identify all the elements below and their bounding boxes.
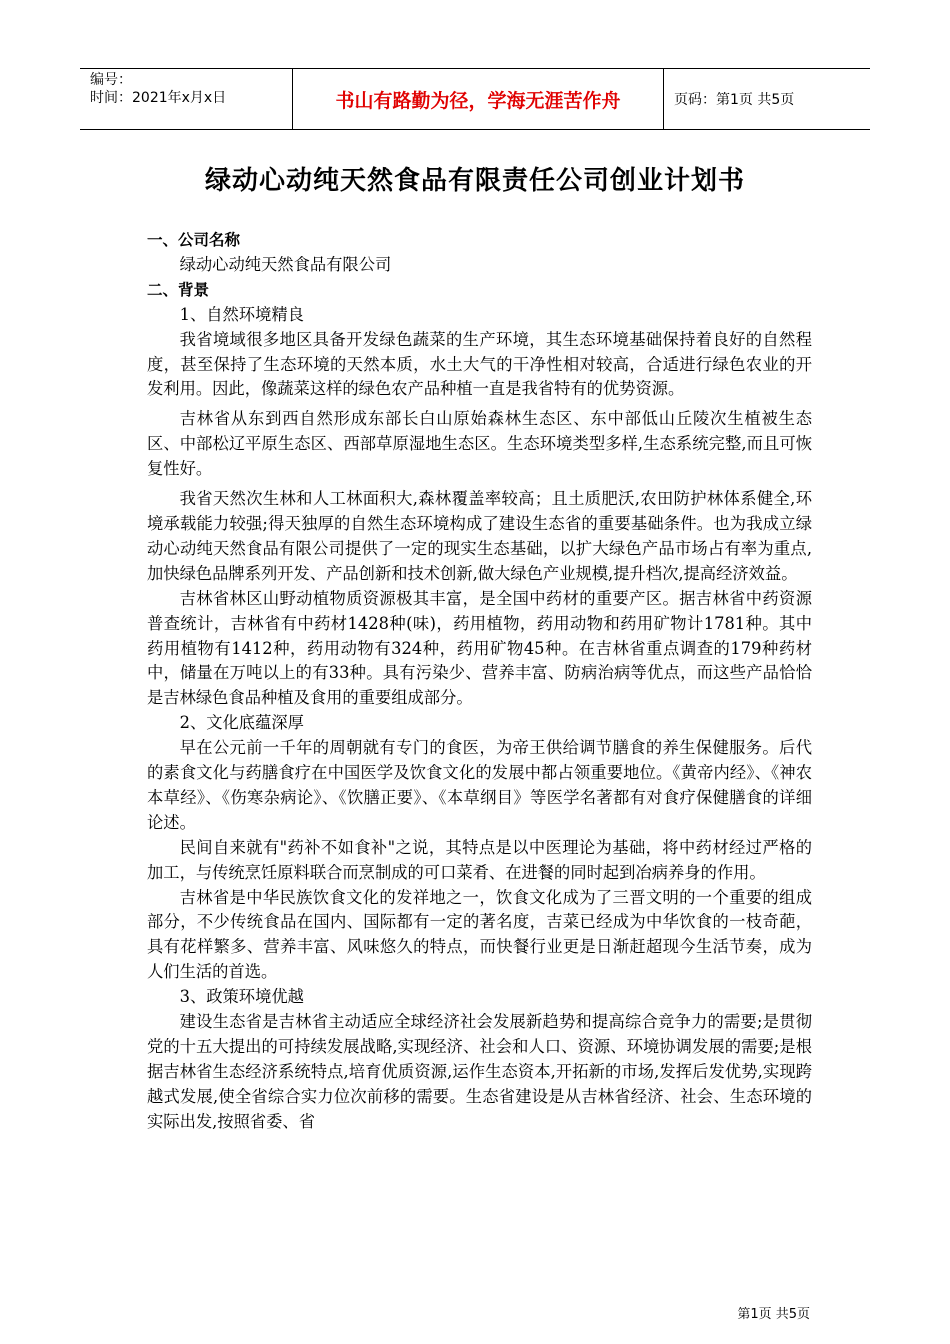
paragraph: 我省天然次生林和人工林面积大,森林覆盖率较高；且土质肥沃,农田防护林体系健全,环境承载能力较强;得天独厚的自然生态环境构成了建设生态省的重要基础条件。也为我成立绿动心动纯天然食品有限公司提供了一定的现实生态基础，以扩大绿色产品市场占有率为重点,加快绿色品牌系列开发、产品创新和技术创新,做大绿色产业规模,提升档次,提高经济效益。 <box>147 489 812 583</box>
page-header <box>80 68 870 130</box>
subheading-natural-environment: 1、自然环境精良 <box>179 304 304 324</box>
date-label: 时间：2021年x月x日 <box>90 90 227 106</box>
paragraph: 吉林省是中华民族饮食文化的发祥地之一，饮食文化成为了三晋文明的一个重要的组成部分，不少传统食品在国内、国际都有一定的著名度，吉菜已经成为中华饮食的一枝奇葩，具有花样繁多、营养丰富、风味悠久的特点，而快餐行业更是日渐赶超现今生活节奏，成为人们生活的首选。 <box>147 887 812 982</box>
subheading-culture: 2、文化底蕴深厚 <box>179 713 304 733</box>
number-label: 编号： <box>90 72 132 88</box>
paragraph: 吉林省林区山野动植物质资源极其丰富，是全国中药材的重要产区。据吉林省中药资源普查统计，吉林省有中药材1428种(味)，药用植物，药用动物和药用矿物计1781种。其中药用植物有1412种，药用动物有324种，药用矿物45种。在吉林省重点调查的179种药材中，储量在万吨以上的有33种。具有污染少、营养丰富、防病治病等优点，而这些产品恰恰是吉林绿色食品种植及食用的重要组成部分。 <box>147 588 812 708</box>
header-motto: 书山有路勤为径，学海无涯苦作舟 <box>293 69 664 129</box>
paragraph: 我省境域很多地区具备开发绿色蔬菜的生产环境，其生态环境基础保持着良好的自然程度，甚至保持了生态环境的天然本质，水土大气的干净性相对较高，合适进行绿色农业的开发利用。因此，像蔬菜这样的绿色农产品种植一直是我省特有的优势资源。 <box>147 329 812 399</box>
paragraph: 早在公元前一千年的周朝就有专门的食医，为帝王供给调节膳食的养生保健服务。后代的素食文化与药膳食疗在中国医学及饮食文化的发展中都占领重要地位。《黄帝内经》、《神农本草经》、《伤寒杂病论》、《饮膳正要》、《本草纲目》等医学名著都有对食疗保健膳食的详细论述。 <box>147 738 812 832</box>
document-body <box>147 228 812 1135</box>
paragraph: 吉林省从东到西自然形成东部长白山原始森林生态区、东中部低山丘陵次生植被生态区、中部松辽平原生态区、西部草原湿地生态区。生态环境类型多样,生态系统完整,而且可恢复性好。 <box>147 409 812 479</box>
section-heading-background: 二、背景 <box>147 280 210 299</box>
company-name-text: 绿动心动纯天然食品有限公司 <box>179 254 392 274</box>
paragraph: 建设生态省是吉林省主动适应全球经济社会发展新趋势和提高综合竞争力的需要;是贯彻党的十五大提出的可持续发展战略,实现经济、社会和人口、资源、环境协调发展的需要;是根据吉林省生态经济系统特点,培育优质资源,运作生态资本,开拓新的市场,发挥后发优势,实现跨越式发展,使全省综合实力位次前移的需要。生态省建设是从吉林省经济、社会、生态环境的实际出发,按照省委、省 <box>147 1012 812 1131</box>
document-title: 绿动心动纯天然食品有限责任公司创业计划书 <box>204 166 745 196</box>
page-footer: 第1页 共5页 <box>737 1307 810 1322</box>
header-page-label: 页码：第1页 共5页 <box>674 92 795 108</box>
header-meta <box>80 69 293 129</box>
section-heading-company-name: 一、公司名称 <box>147 231 241 249</box>
subheading-policy: 3、政策环境优越 <box>179 987 304 1007</box>
paragraph: 民间自来就有"药补不如食补"之说，其特点是以中医理论为基础，将中药材经过严格的加工，与传统烹饪原料联合而烹制成的可口菜肴、在进餐的同时起到冶病养身的作用。 <box>147 837 812 882</box>
